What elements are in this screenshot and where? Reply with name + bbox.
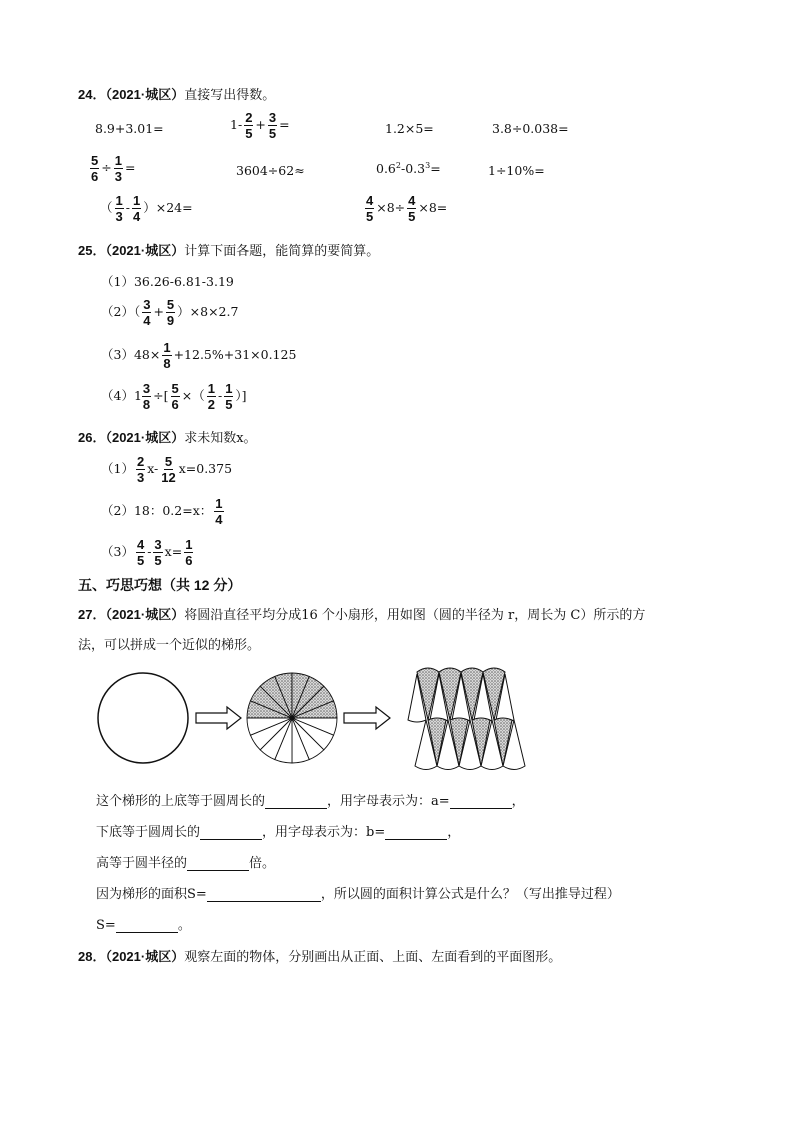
q24-heading: 24．（2021·城区）直接写出得数。	[78, 87, 276, 103]
section-title: 五、巧思巧想（共 12 分）	[78, 577, 242, 593]
q27-fill4: 因为梯形的面积S= ，所以圆的面积计算公式是什么？（写出推导过程）	[96, 887, 620, 902]
arrow-right-icon	[196, 707, 241, 729]
q24-r1c4: 3.8÷0.038=	[492, 121, 569, 136]
q27-line2: 法，可以拼成一个近似的梯形。	[78, 638, 261, 653]
q27-fill5: S= 。	[96, 918, 191, 933]
plain-circle	[98, 673, 188, 763]
q25-item1: （1）36.26-6.81-3.19	[101, 274, 234, 289]
q25-item2: （2）（ $\frac{3}{4}$ + $\frac{5}{9}$ ）×8×2.7	[101, 297, 239, 328]
q24-r1c1: 8.9+3.01=	[95, 121, 164, 136]
q27-heading: 27．（2021·城区）将圆沿直径平均分成16 个小扇形，用如图（圆的半径为 r，周长为 C）所示的方	[78, 607, 646, 623]
circle-to-trapezoid-figure	[95, 662, 595, 777]
q28-heading: 28．（2021·城区）观察左面的物体，分别画出从正面、上面、左面看到的平面图形。	[78, 949, 562, 965]
q24-r1c2: 1- $\frac{2}{5}$ + $\frac{3}{5}$ =	[230, 110, 290, 141]
q27-fill2: 下底等于圆周长的 ，用字母表示为：b= ，	[96, 825, 461, 840]
q26-item2: （2）18：0.2=x： $\frac{1}{4}$	[101, 496, 223, 527]
approximate-trapezoid	[408, 668, 525, 770]
q27-fill3: 高等于圆半径的 倍。	[96, 856, 276, 871]
q26-heading: 26．（2021·城区）求未知数x。	[78, 430, 257, 446]
arrow-right-icon	[344, 707, 390, 729]
q25-heading: 25．（2021·城区）计算下面各题，能简算的要简算。	[78, 243, 380, 259]
q24-r3c1: （ $\frac{1}{3}$ - $\frac{1}{4}$ ）×24=	[100, 193, 193, 224]
q24-r3c3: $\frac{4}{5}$ ×8÷ $\frac{4}{5}$ ×8=	[366, 193, 448, 224]
q26-item3: （3） $\frac{4}{5}$ - $\frac{3}{5}$ x= $\frac{1}{6}$	[101, 537, 193, 568]
q26-item1: （1） $\frac{2}{3}$ x- $\frac{5}{12}$ x=0.375	[101, 454, 233, 485]
q24-r1c3: 1.2×5=	[385, 121, 434, 136]
q24-r2c2: 3604÷62≈	[236, 163, 305, 178]
q24-r2c1: $\frac{5}{6}$ ÷ $\frac{1}{3}$ =	[91, 153, 136, 184]
q24-r2c3: $0.6^2-0.3^3=$	[376, 161, 441, 177]
q27-fill1: 这个梯形的上底等于圆周长的 ，用字母表示为：a= ，	[96, 794, 525, 809]
q24-r2c4: 1÷10%=	[488, 163, 545, 178]
q25-item3: （3）48× $\frac{1}{8}$ +12.5%+31×0.125	[101, 340, 297, 371]
q25-item4: （4）1 $\frac{3}{8}$ ÷[ $\frac{5}{6}$ ×（ $\frac{1}{2}$ - $\frac{1}{5}$ ）]	[101, 381, 247, 412]
sectored-circle	[247, 673, 337, 763]
